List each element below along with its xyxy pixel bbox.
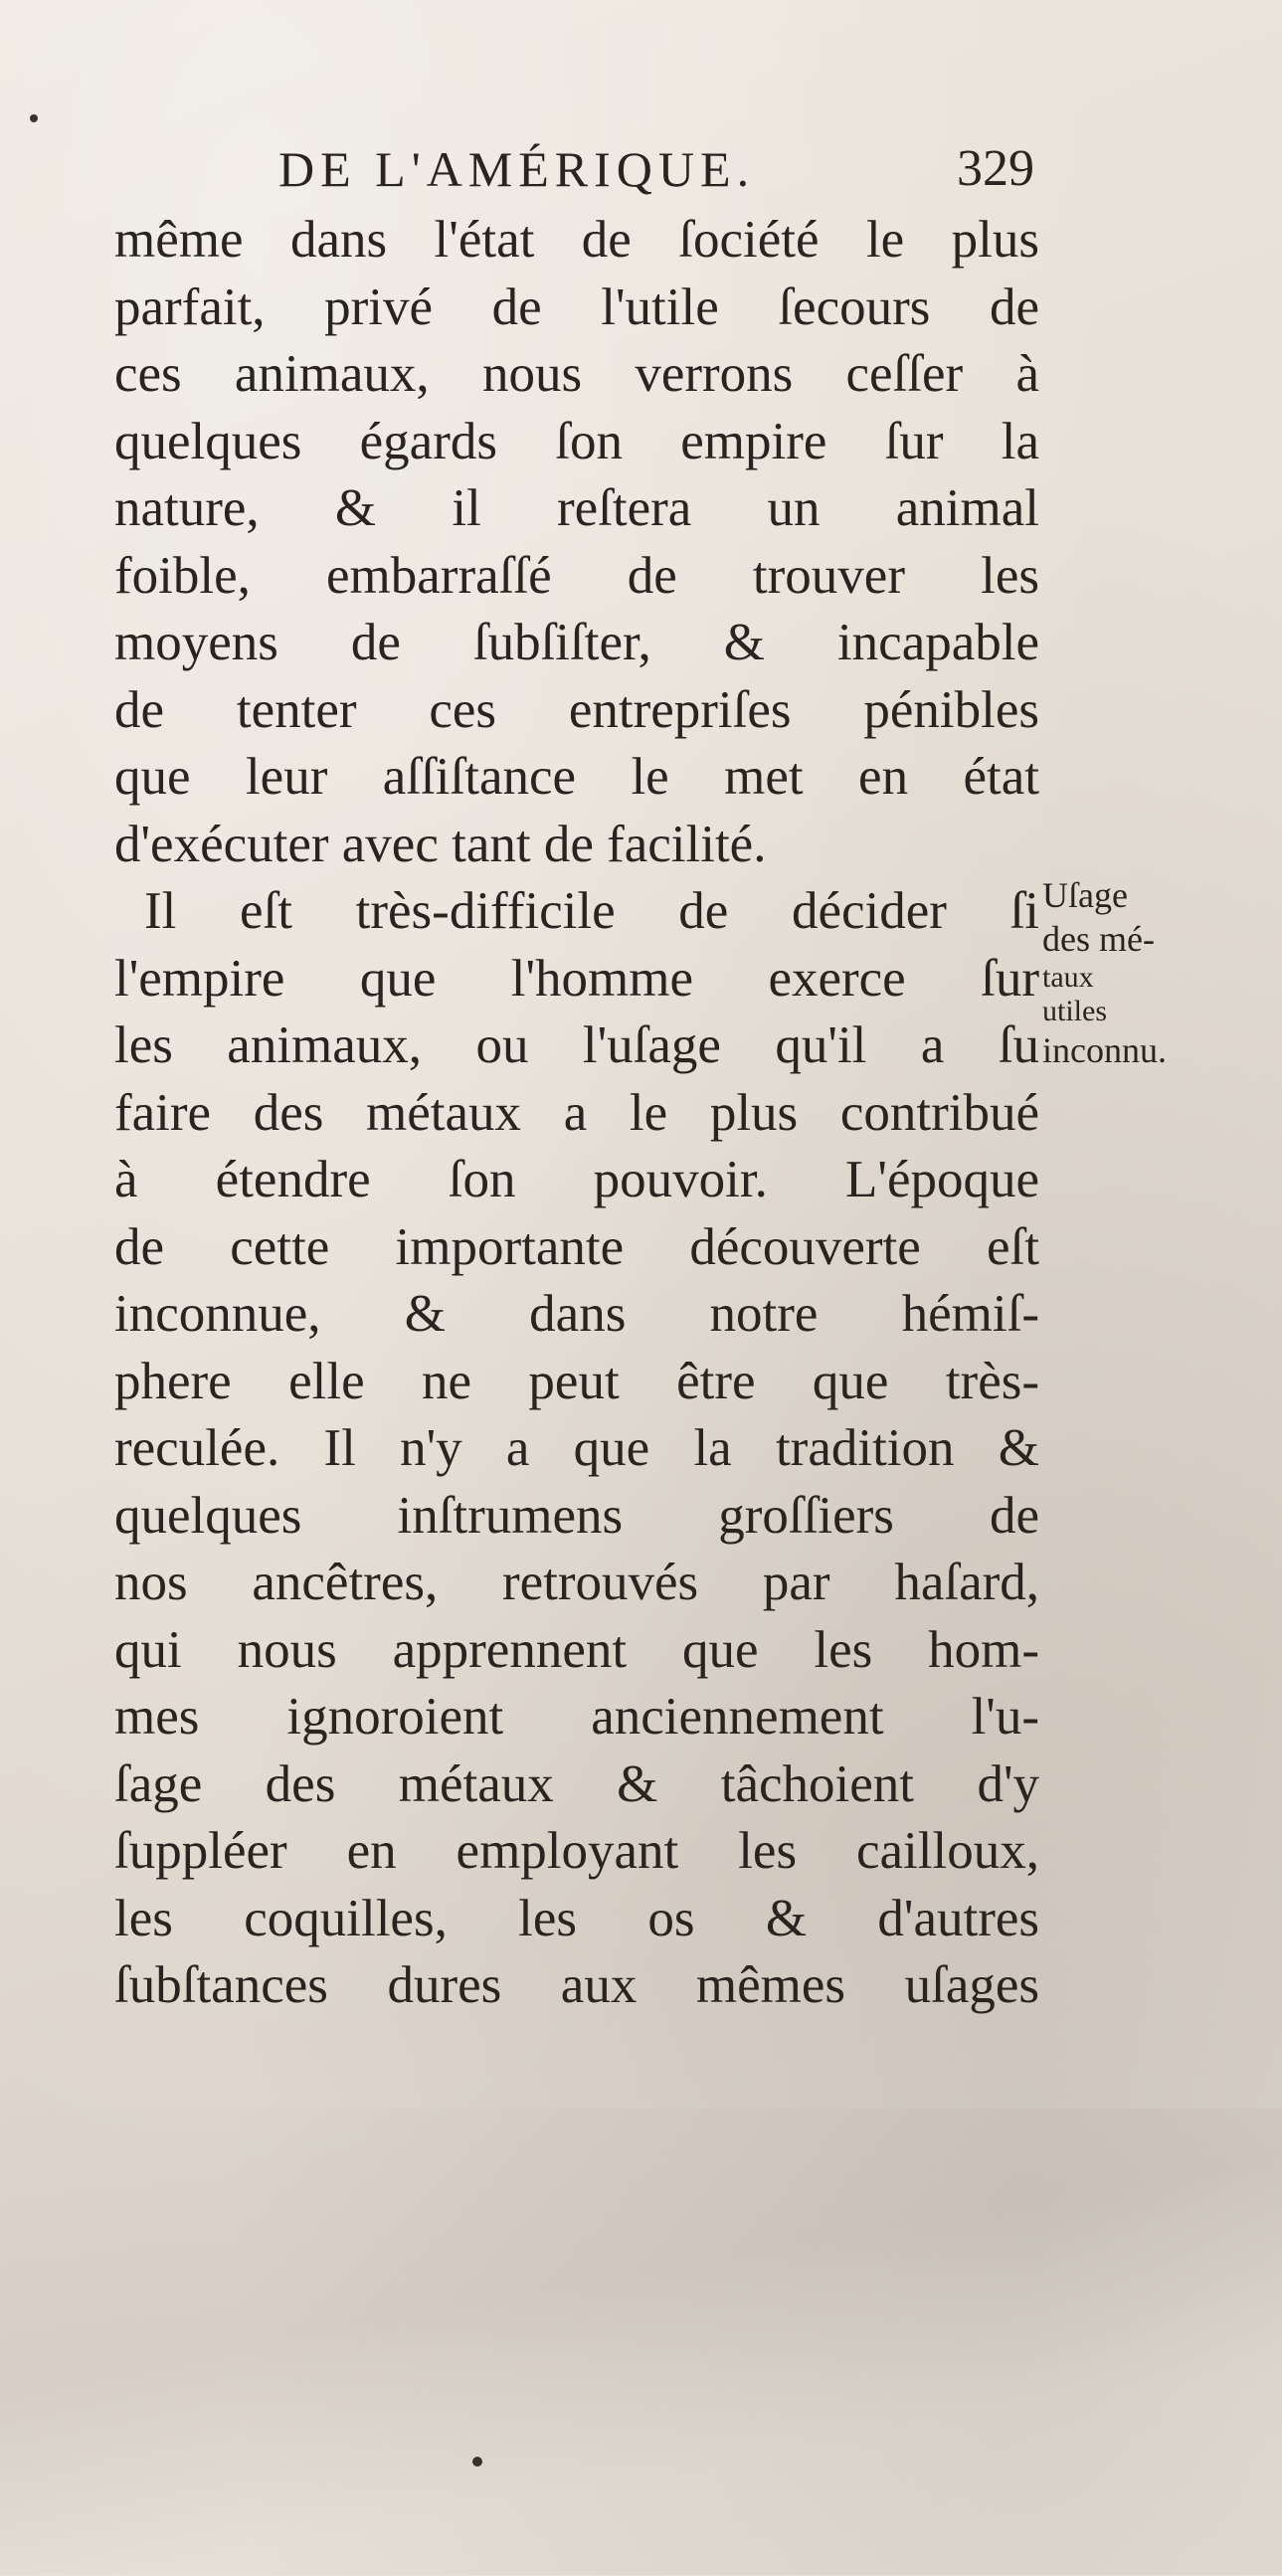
text-line: nos ancêtres, retrouvés par haſard, [114, 1554, 1039, 1611]
text-line: de cette importante découverte eſt [114, 1217, 1039, 1276]
margin-note-line: utiles [1042, 995, 1107, 1027]
text-line: même dans l'état de ſociété le plus [114, 211, 1039, 269]
text-line: mes ignoroient anciennement l'u- [114, 1688, 1039, 1746]
margin-note-line: taux [1042, 961, 1094, 994]
text-line: ſubſtances dures aux mêmes uſages [114, 1956, 1039, 2014]
text-line: quelques égards ſon empire ſur la [114, 412, 1039, 470]
text-line: de tenter ces entrepriſes pénibles [114, 680, 1039, 739]
text-line: inconnue, & dans notre hémiſ- [114, 1285, 1039, 1343]
text-line: les animaux, ou l'uſage qu'il a ſu [114, 1016, 1039, 1074]
text-line: reculée. Il n'y a que la tradition & [114, 1419, 1039, 1477]
text-line: ſuppléer en employant les cailloux, [114, 1822, 1039, 1880]
text-line: Il eſt très-difficile de décider ſi [144, 882, 1039, 940]
text-line: foible, embarraſſé de trouver les [114, 546, 1039, 605]
text-line: ſage des métaux & tâchoient d'y [114, 1754, 1039, 1813]
running-title: DE L'AMÉRIQUE. [278, 141, 756, 197]
text-line: faire des métaux a le plus contribué [114, 1083, 1039, 1142]
ink-speck [472, 2457, 482, 2467]
text-line: l'empire que l'homme exerce ſur [114, 949, 1039, 1008]
text-line: qui nous apprennent que les hom- [114, 1620, 1039, 1679]
text-line: d'exécuter avec tant de facilité. [114, 815, 767, 873]
text-line: phere elle ne peut être que très- [114, 1352, 1039, 1410]
text-line: que leur aſſiſtance le met en état [114, 748, 1039, 806]
margin-note-line: des mé- [1042, 919, 1155, 959]
margin-note-line: Uſage [1042, 875, 1128, 915]
ink-speck [30, 114, 38, 122]
page-number: 329 [957, 140, 1034, 197]
text-line: les coquilles, les os & d'autres [114, 1889, 1039, 1947]
margin-note-line: inconnu. [1042, 1030, 1167, 1070]
page-fold-shadow [0, 2109, 1282, 2576]
margin-note [1042, 873, 1281, 1072]
text-line: nature, & il reſtera un animal [114, 479, 1039, 537]
text-line: moyens de ſubſiſter, & incapable [114, 614, 1039, 671]
text-line: ces animaux, nous verrons ceſſer à [114, 345, 1039, 403]
page-header [278, 139, 1034, 199]
text-line: quelques inſtrumens groſſiers de [114, 1486, 1039, 1545]
text-line: à étendre ſon pouvoir. L'époque [114, 1151, 1039, 1208]
body-text [114, 207, 1039, 2020]
text-line: parfait, privé de l'utile ſecours de [114, 277, 1039, 336]
